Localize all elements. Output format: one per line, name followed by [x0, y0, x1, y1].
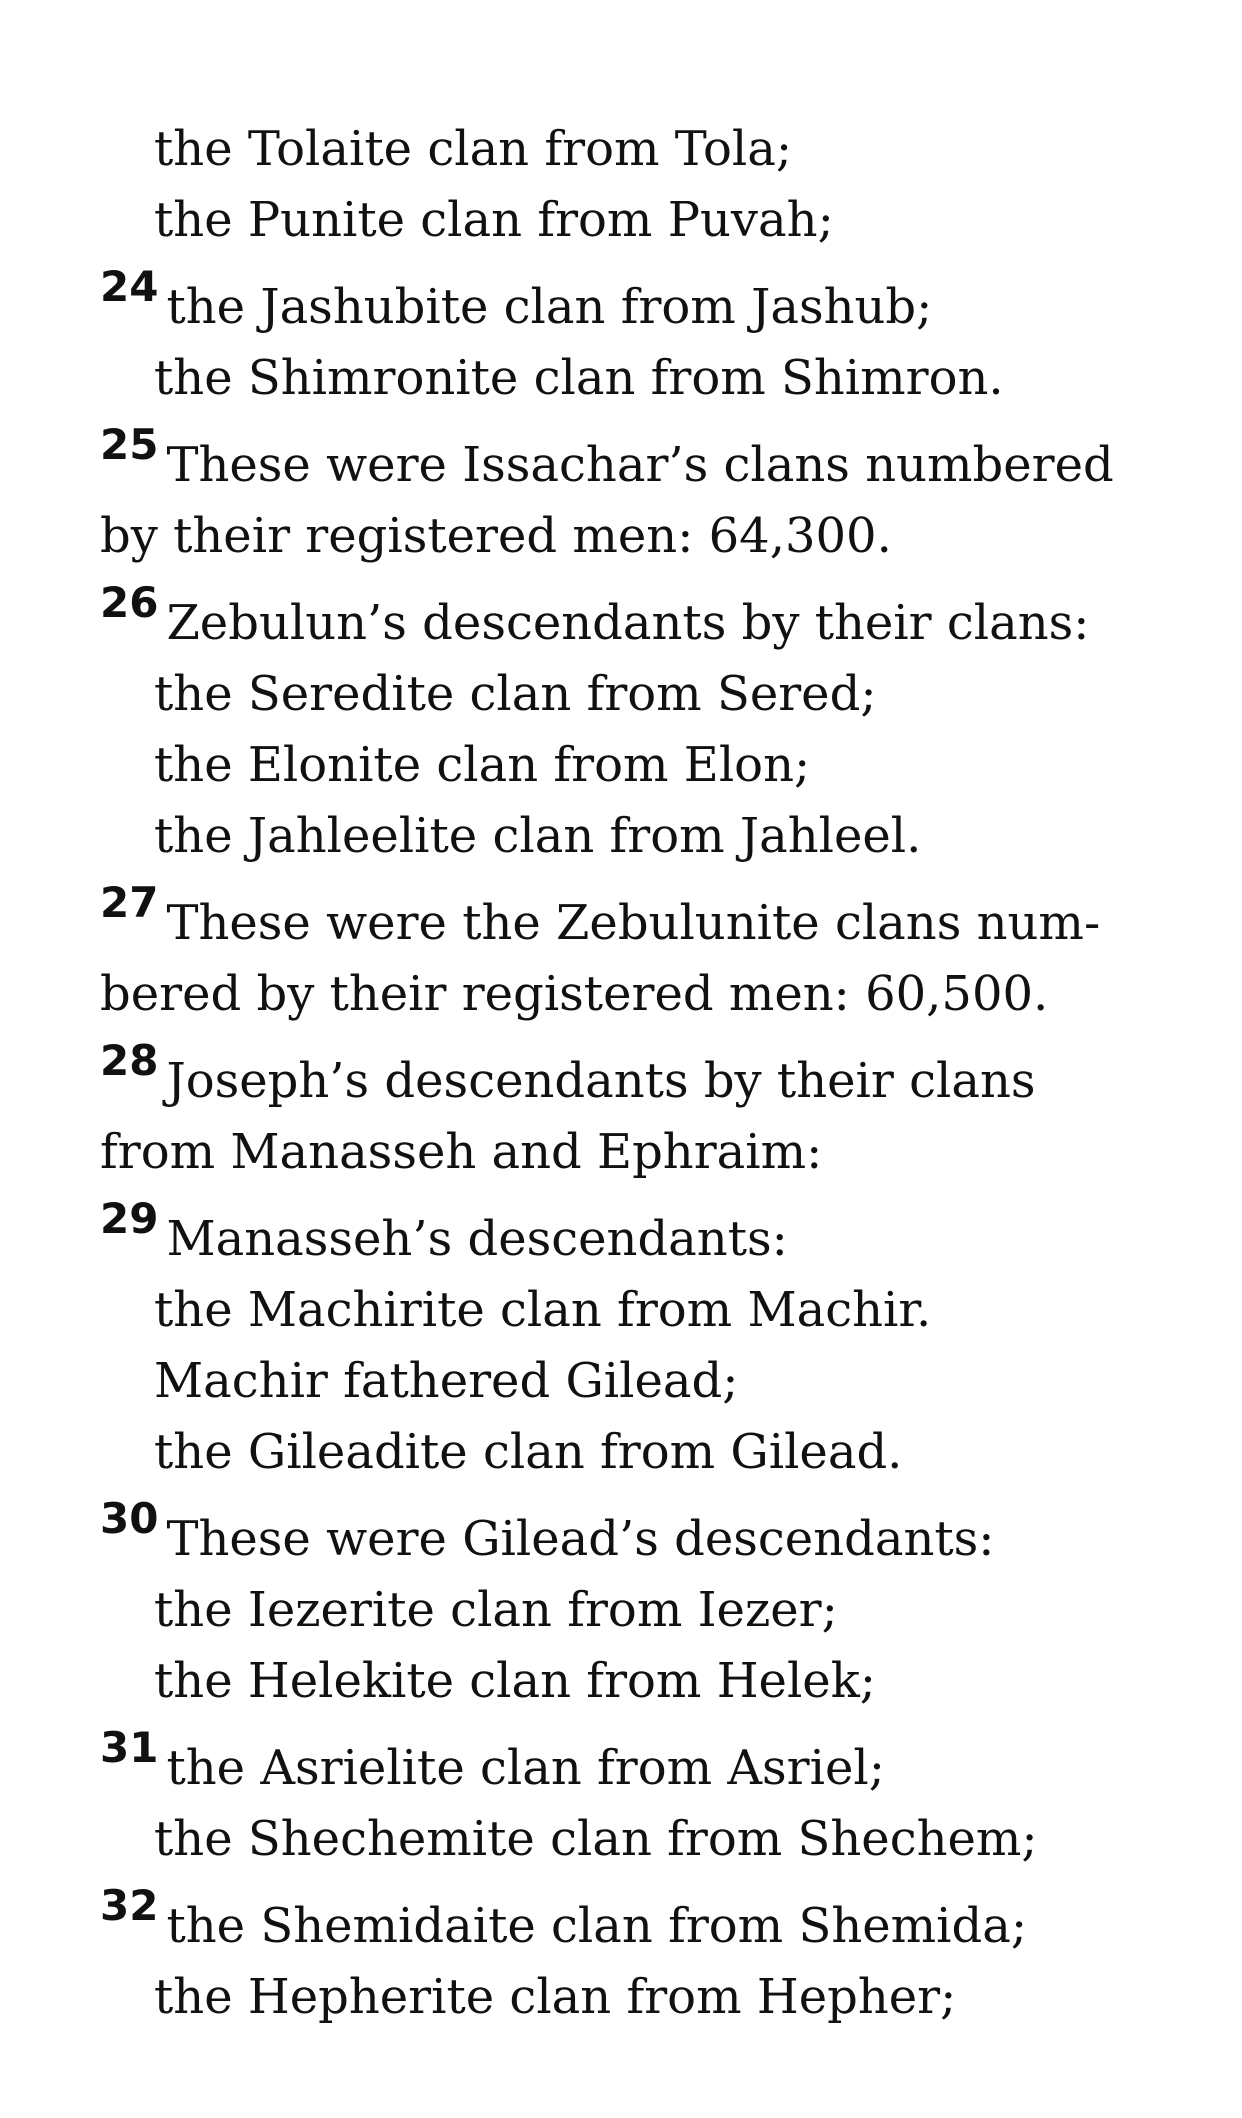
text-line: [100, 1417, 1180, 1488]
text-line: [100, 343, 1180, 414]
line-text: These were Issachar’s clans numbered: [166, 437, 1114, 493]
verse-number: 24: [100, 262, 159, 311]
verse-line: [100, 414, 1180, 501]
verse-number: 32: [100, 1881, 159, 1930]
text-line: [100, 1646, 1180, 1717]
line-text: the Elonite clan from Elon;: [154, 737, 811, 793]
line-text: the Jahleelite clan from Jahleel.: [154, 808, 922, 864]
verse-line: [100, 572, 1180, 659]
verse-number: 26: [100, 578, 159, 627]
text-line: [100, 1346, 1180, 1417]
line-text: the Machirite clan from Machir.: [154, 1282, 932, 1338]
verse-line: [100, 1488, 1180, 1575]
verse-number: 29: [100, 1194, 159, 1243]
line-text: the Hepherite clan from Hepher;: [154, 1969, 957, 2025]
line-text: the Seredite clan from Sered;: [154, 666, 877, 722]
line-text: from Manasseh and Ephraim:: [100, 1124, 823, 1180]
line-text: the Shimronite clan from Shimron.: [154, 350, 1004, 406]
text-line: [100, 114, 1180, 185]
line-text: Joseph’s descendants by their clans: [166, 1053, 1036, 1109]
verse-number: 31: [100, 1723, 159, 1772]
text-line: [100, 730, 1180, 801]
line-text: the Asrielite clan from Asriel;: [166, 1740, 885, 1796]
line-text: These were Gilead’s descendants:: [166, 1511, 995, 1567]
text-line: [100, 185, 1180, 256]
line-text: the Jashubite clan from Jashub;: [166, 279, 933, 335]
line-text: the Shemidaite clan from Shemida;: [166, 1898, 1028, 1954]
line-text: the Iezerite clan from Iezer;: [154, 1582, 838, 1638]
verse-line: [100, 1030, 1180, 1117]
line-text: the Tolaite clan from Tola;: [154, 121, 793, 177]
verse-number: 28: [100, 1036, 159, 1085]
text-line: [100, 1275, 1180, 1346]
verse-number: 27: [100, 878, 159, 927]
line-text: the Punite clan from Puvah;: [154, 192, 834, 248]
verse-line: [100, 256, 1180, 343]
text-line: [100, 501, 1180, 572]
line-text: bered by their registered men: 60,500.: [100, 966, 1049, 1022]
verse-line: [100, 1875, 1180, 1962]
text-line: [100, 1117, 1180, 1188]
text-line: [100, 1962, 1180, 2033]
verse-number: 25: [100, 420, 159, 469]
verse-line: [100, 1717, 1180, 1804]
verse-number: 30: [100, 1494, 159, 1543]
verse-line: [100, 872, 1180, 959]
text-line: [100, 659, 1180, 730]
scripture-text: [100, 114, 1180, 2033]
line-text: These were the Zebulunite clans num-: [166, 895, 1101, 951]
line-text: Machir fathered Gilead;: [154, 1353, 739, 1409]
text-line: [100, 1575, 1180, 1646]
line-text: Zebulun’s descendants by their clans:: [166, 595, 1090, 651]
text-line: [100, 1804, 1180, 1875]
text-line: [100, 801, 1180, 872]
verse-line: [100, 1188, 1180, 1275]
line-text: the Shechemite clan from Shechem;: [154, 1811, 1038, 1867]
line-text: the Helekite clan from Helek;: [154, 1653, 876, 1709]
text-line: [100, 959, 1180, 1030]
line-text: by their registered men: 64,300.: [100, 508, 892, 564]
line-text: the Gileadite clan from Gilead.: [154, 1424, 903, 1480]
line-text: Manasseh’s descendants:: [166, 1211, 788, 1267]
